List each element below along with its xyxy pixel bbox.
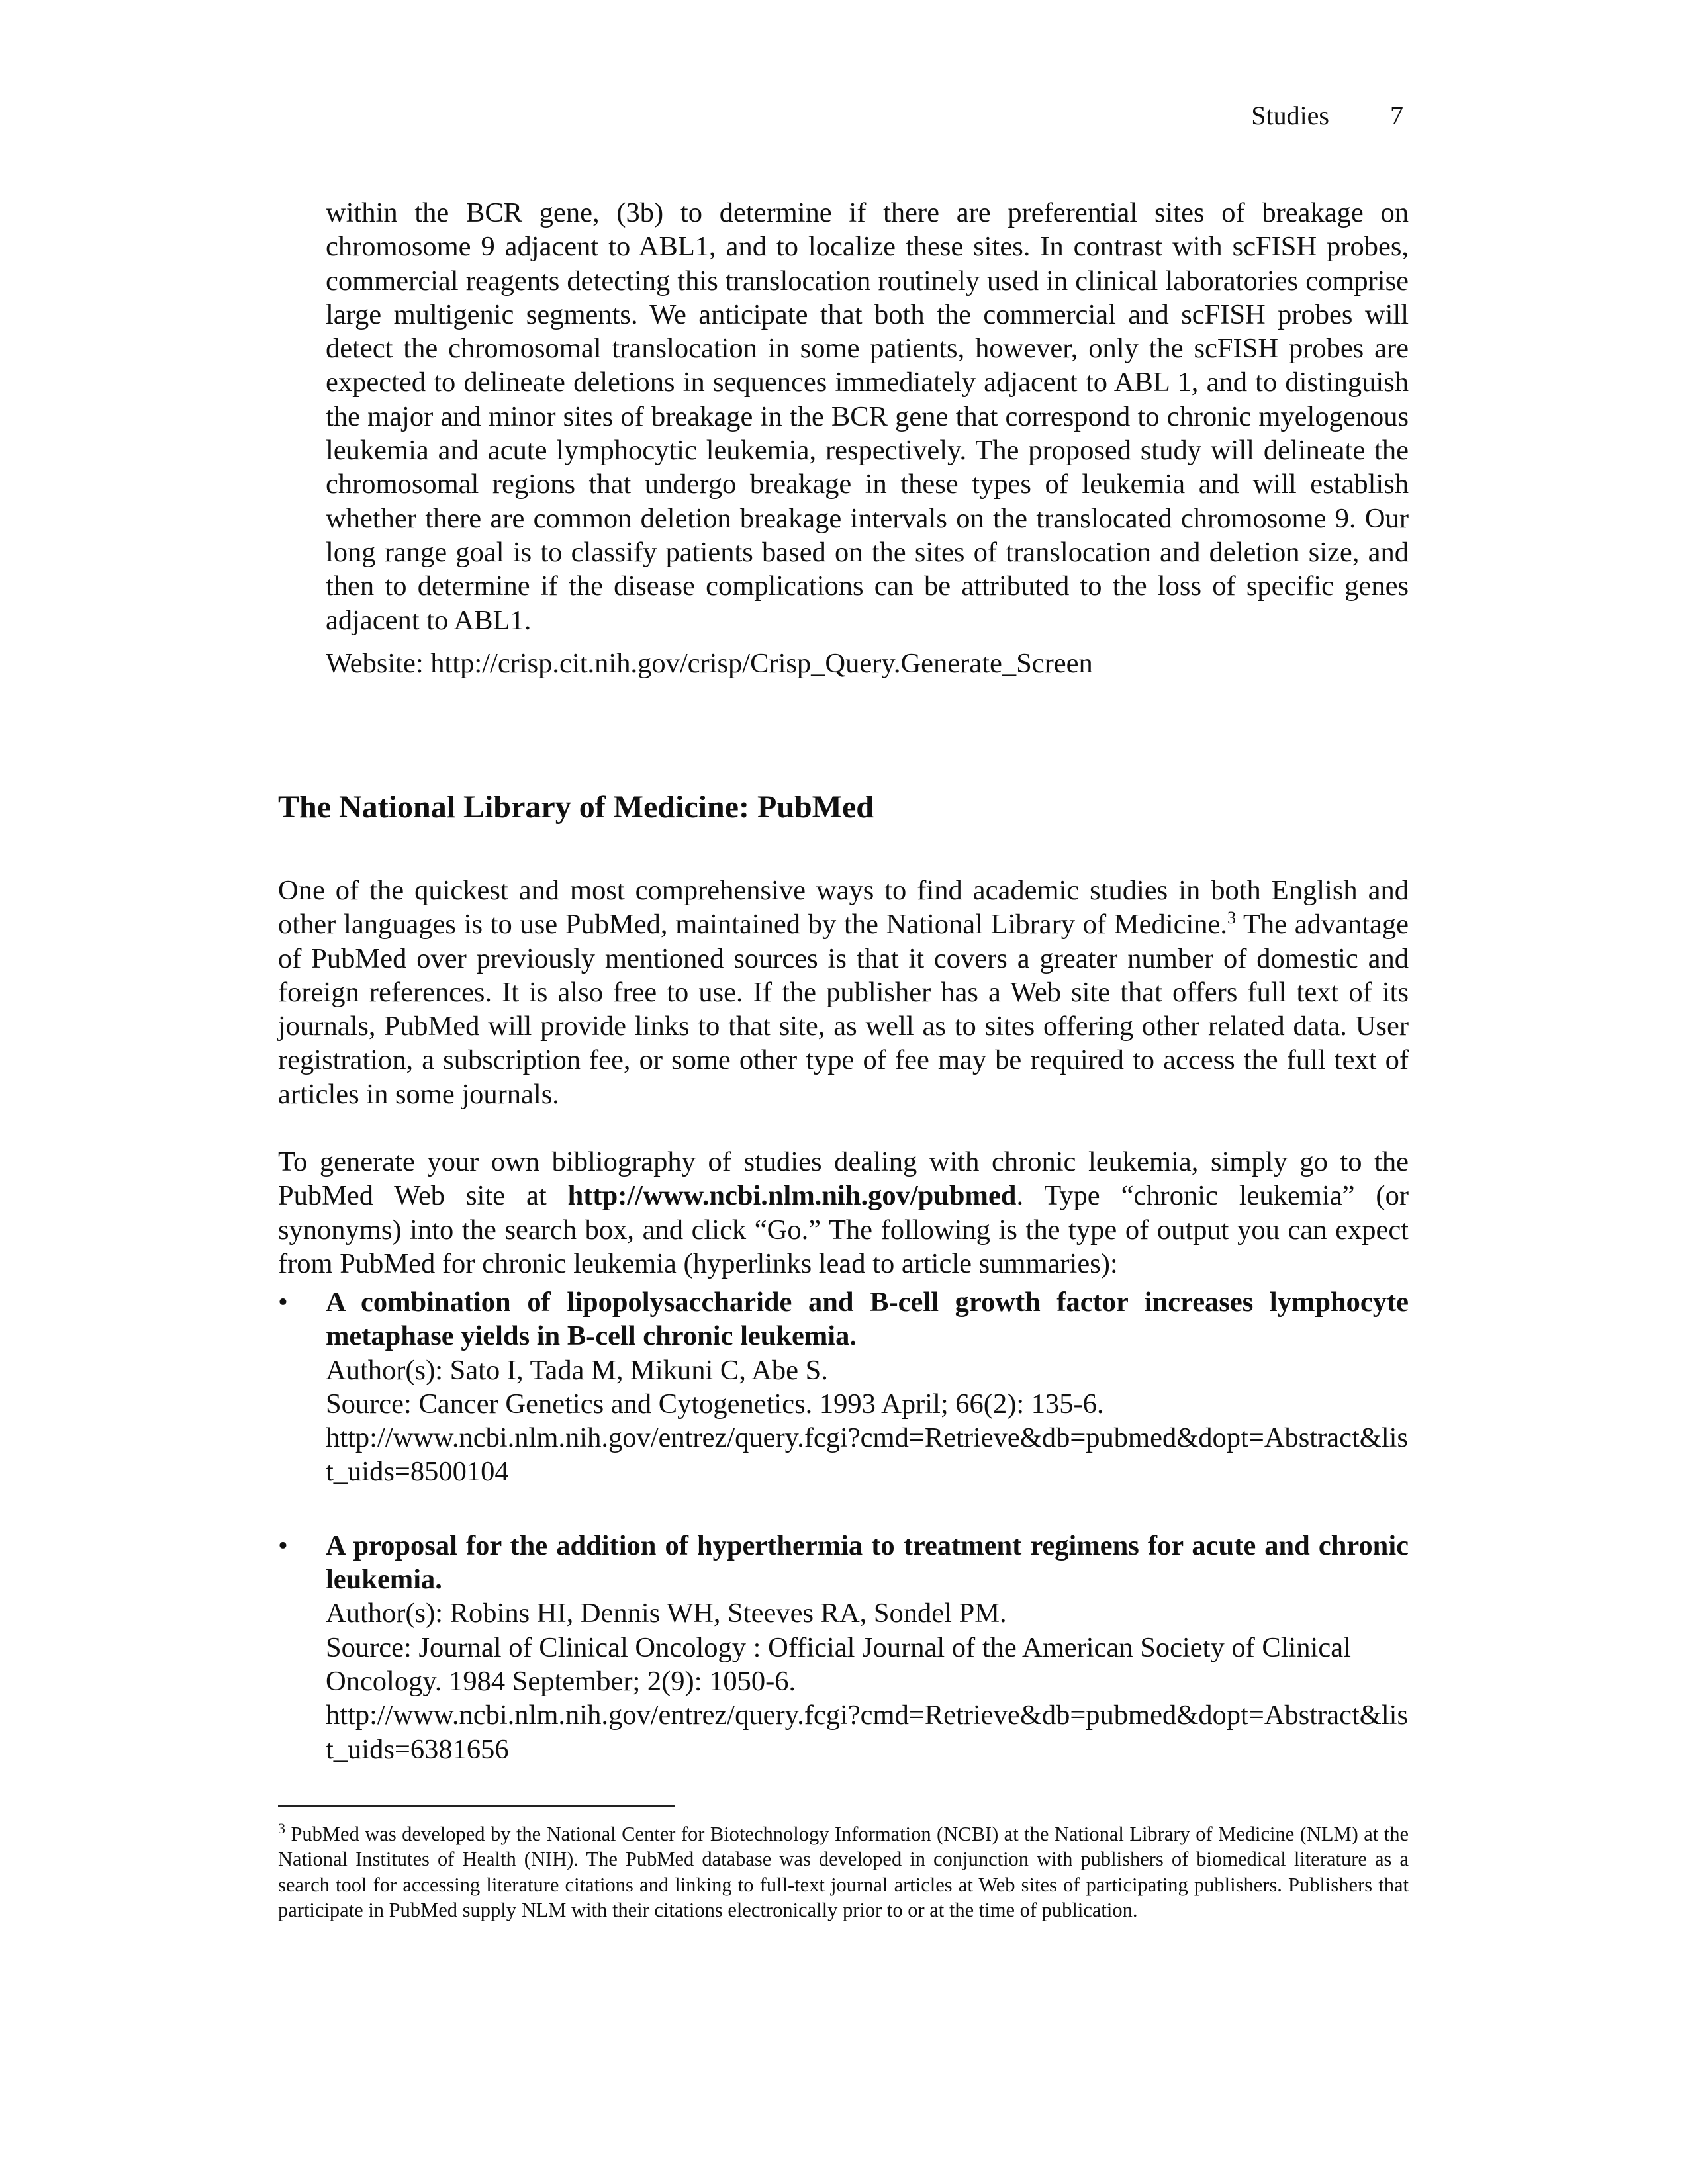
website-link[interactable]: Website: http://crisp.cit.nih.gov/crisp/Crisp_Query.Generate_Screen [326, 647, 1093, 679]
project-description-block [326, 196, 1409, 680]
paragraph-text-continued: . Type “chronic leukemia” (or synonyms) into the search box, and click “Go.” The following is the type of output you can expect from PubMed for chronic leukemia (hyperlinks lead to article summaries): [278, 1180, 1409, 1279]
page-number: 7 [1390, 101, 1403, 130]
pubmed-body-text [278, 874, 1409, 1281]
citation-url-link[interactable]: http://www.ncbi.nlm.nih.gov/entrez/query.fcgi?cmd=Retrieve&db=pubmed&dopt=Abstract&list_uids=8500104 [326, 1422, 1409, 1488]
citation-authors: Author(s): Sato I, Tada M, Mikuni C, Abe S. [326, 1354, 828, 1386]
pubmed-url-link[interactable]: http://www.ncbi.nlm.nih.gov/pubmed [567, 1180, 1017, 1212]
header-section-title: Studies [1251, 101, 1329, 130]
footnote [278, 1821, 1409, 1923]
paragraph-text: One of the quickest and most comprehensive ways to find academic studies in both English and other languages is to use PubMed, maintained by the National Library of Medicine. [278, 875, 1409, 940]
footnote-reference[interactable]: 3 [1227, 908, 1236, 928]
citation-source: Source: Cancer Genetics and Cytogenetics. 1993 April; 66(2): 135-6. [326, 1388, 1104, 1420]
paragraph-pubmed-overview [278, 874, 1409, 1111]
bullet-icon: • [278, 1287, 288, 1318]
citation-list [278, 1285, 1409, 1766]
section-heading: The National Library of Medicine: PubMed [278, 790, 874, 825]
running-header [1251, 99, 1403, 132]
citation-source: Source: Journal of Clinical Oncology : Official Journal of the American Society of Clinical Oncology. 1984 September; 2(9): 1050-6. [326, 1631, 1351, 1697]
intro-paragraph: within the BCR gene, (3b) to determine if there are preferential sites of breakage on chromosome 9 adjacent to ABL1, and to localize these sites. In contrast with scFISH probes, commercial reagents detecting this translocation routinely used in clinical laboratories comprise large multigenic segments. We anticipate that both the commercial and scFISH probes will detect the chromosomal translocation in some patients, however, only the scFISH probes are expected to delineate deletions in sequences immediately adjacent to ABL 1, and to distinguish the major and minor sites of breakage in the BCR gene that correspond to chronic myelogenous leukemia and acute lymphocytic leukemia, respectively. The proposed study will delineate the chromosomal regions that undergo breakage in these types of leukemia and will establish whether there are common deletion breakage intervals on the translocated chromosome 9. Our long range goal is to classify patients based on the sites of translocation and deletion size, and then to determine if the disease complications can be attributed to the loss of specific genes adjacent to ABL1. [326, 197, 1409, 636]
citation-item [278, 1285, 1409, 1489]
footnote-divider [278, 1805, 675, 1807]
citation-url-link[interactable]: http://www.ncbi.nlm.nih.gov/entrez/query.fcgi?cmd=Retrieve&db=pubmed&dopt=Abstract&list_uids=6381656 [326, 1700, 1409, 1765]
paragraph-text: To generate your own bibliography of studies dealing with chronic leukemia, simply go to the PubMed Web site at [278, 1146, 1409, 1212]
citation-title-link[interactable]: A combination of lipopolysaccharide and B-cell growth factor increases lymphocyte metaphase yields in B-cell chronic leukemia. [326, 1287, 1409, 1352]
paragraph-text-continued: The advantage of PubMed over previously mentioned sources is that it covers a greater number of domestic and foreign references. It is also free to use. If the publisher has a Web site that offers full text of its journals, PubMed will provide links to that site, as well as to sites offering other related data. User registration, a subscription fee, or some other type of fee may be required to access the full text of articles in some journals. [278, 909, 1409, 1110]
footnote-text: PubMed was developed by the National Center for Biotechnology Information (NCBI) at the National Library of Medicine (NLM) at the National Institutes of Health (NIH). The PubMed database was developed in conjunction with publishers of biomedical literature as a search tool for accessing literature citations and linking to full-text journal articles at Web sites of participating publishers. Publishers that participate in PubMed supply NLM with their citations electronically prior to or at the time of publication. [278, 1823, 1409, 1922]
citation-item [278, 1529, 1409, 1766]
paragraph-how-to-search [278, 1145, 1409, 1281]
footnote-marker: 3 [278, 1819, 285, 1837]
bullet-icon: • [278, 1529, 288, 1561]
citation-authors: Author(s): Robins HI, Dennis WH, Steeves RA, Sondel PM. [326, 1598, 1007, 1629]
citation-title-link[interactable]: A proposal for the addition of hyperthermia to treatment regimens for acute and chronic leukemia. [326, 1529, 1409, 1596]
